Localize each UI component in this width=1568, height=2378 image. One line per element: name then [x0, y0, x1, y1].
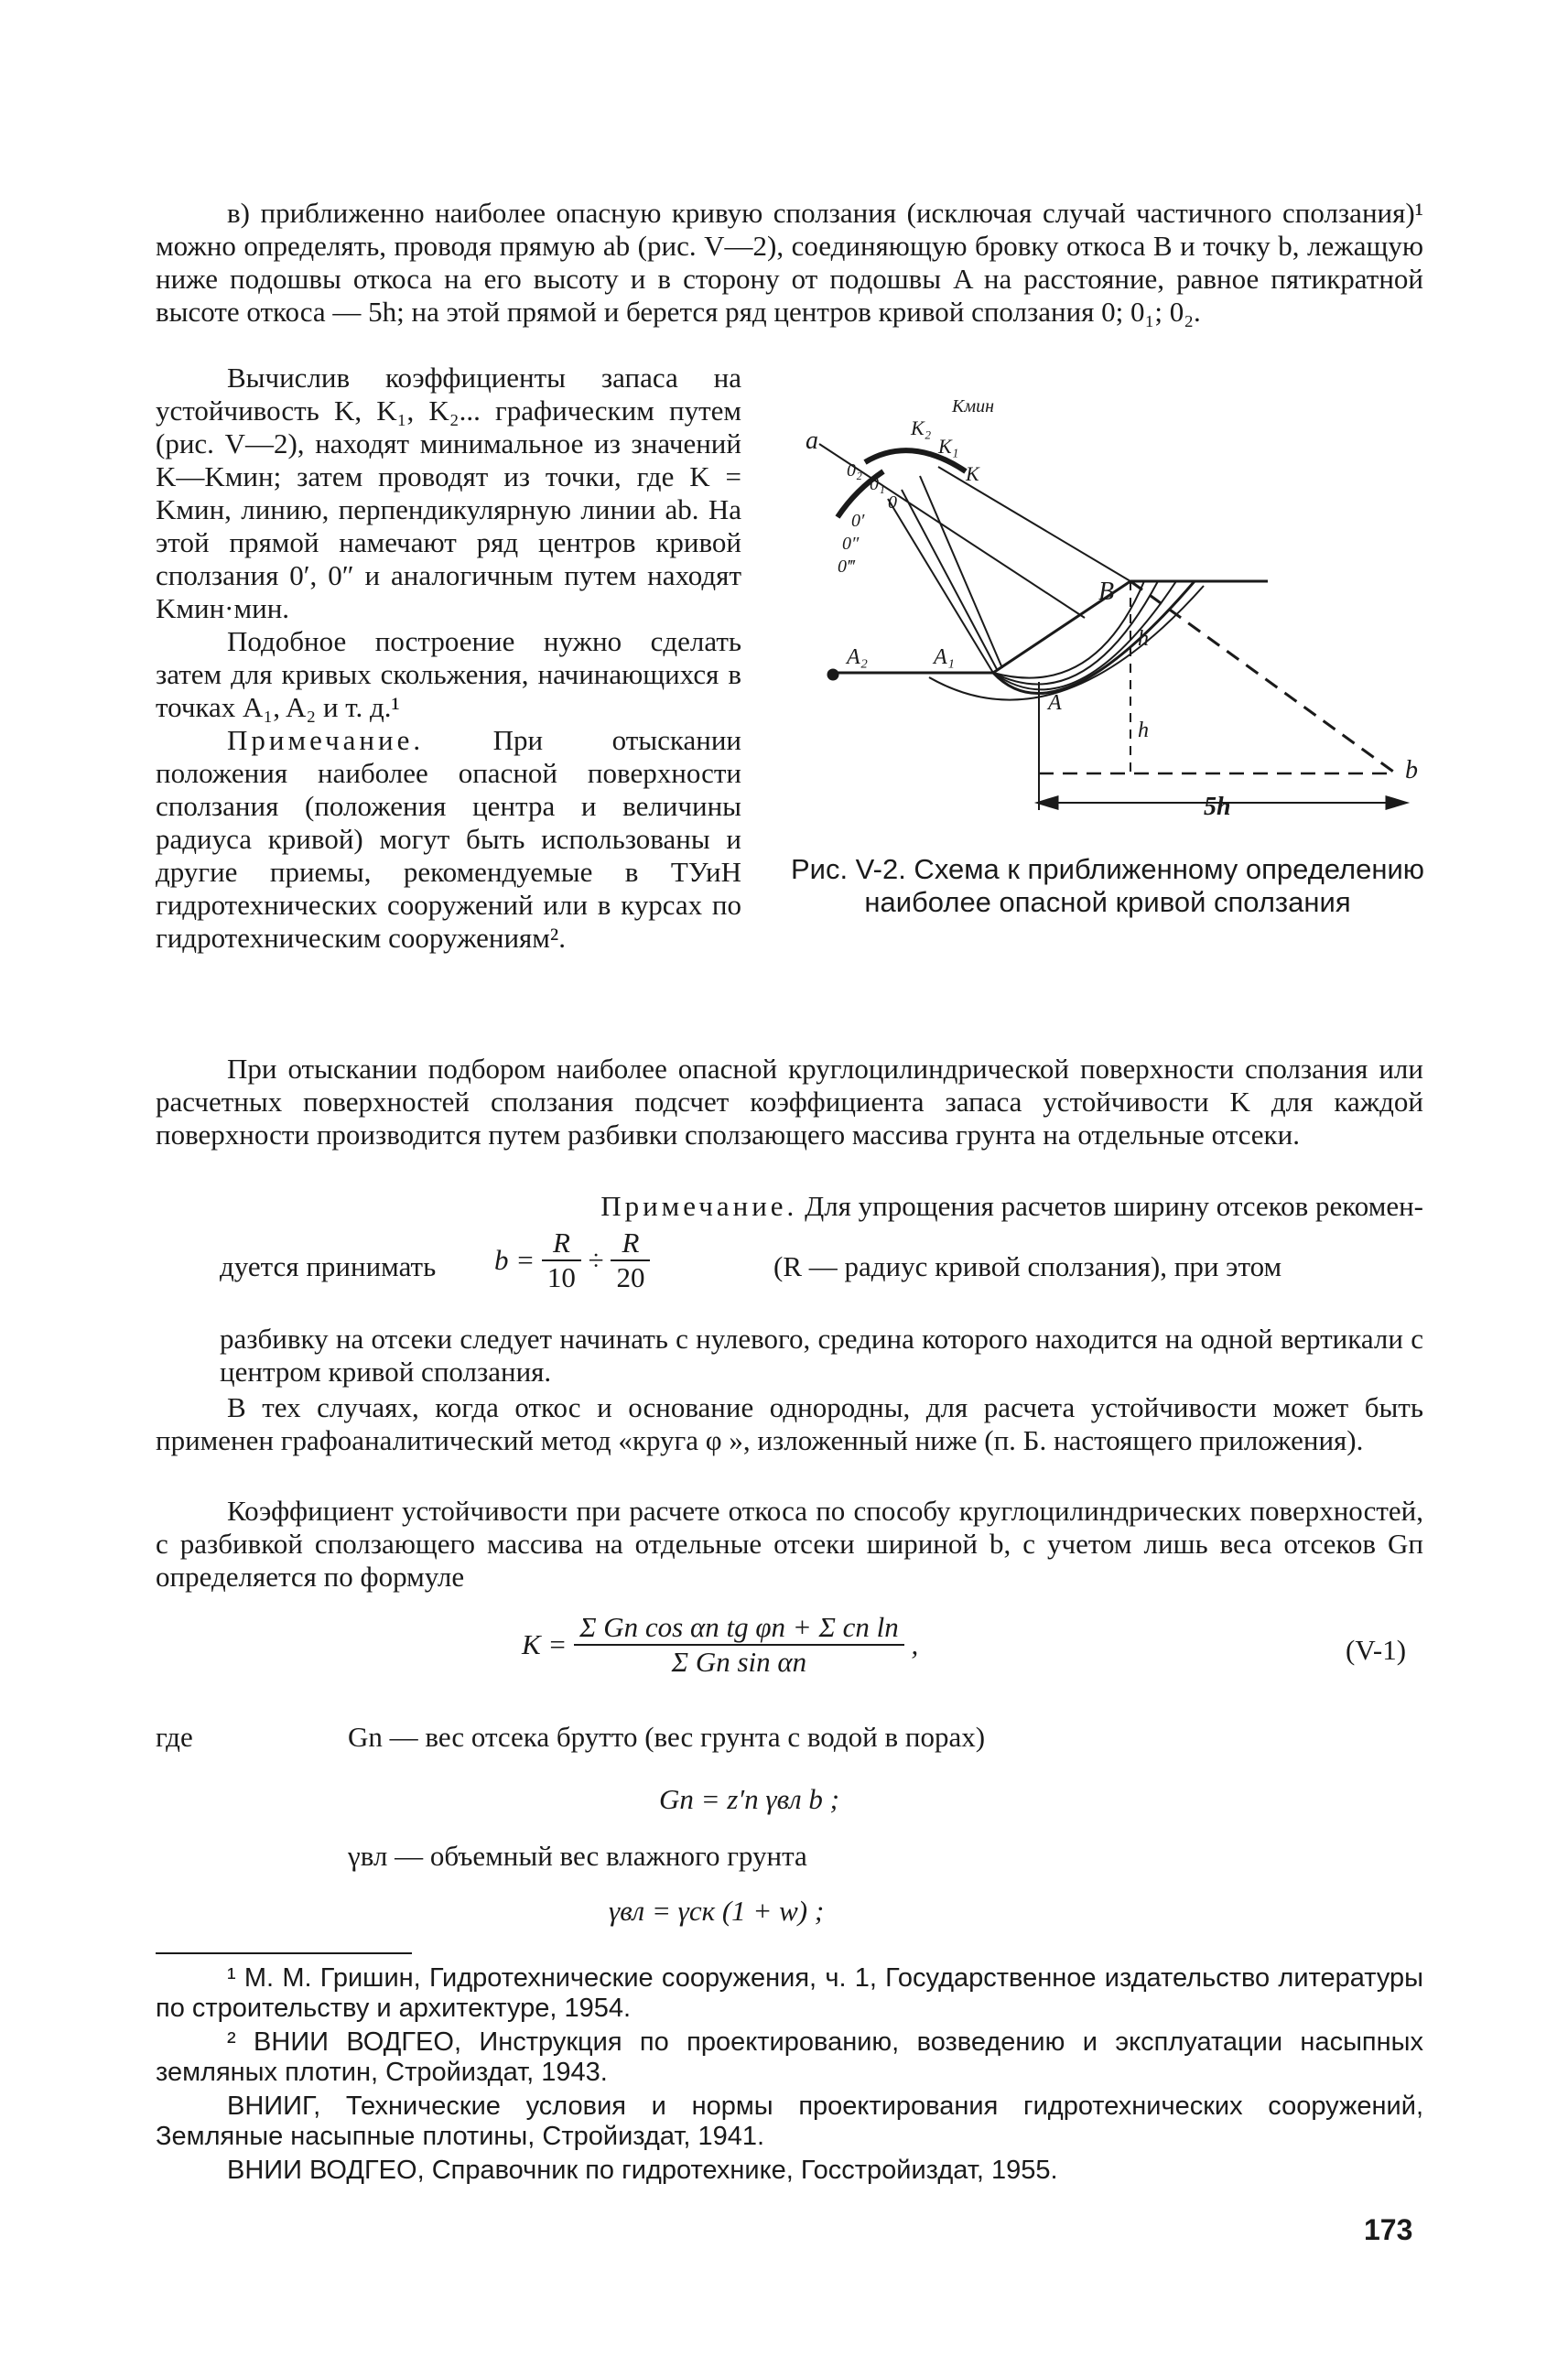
paragraph-5: [156, 1053, 1423, 1151]
slope-stability-diagram: [783, 380, 1433, 865]
paragraph-3: Подобное построение нужно сделать затем для кривых скольжения, начинающихся в точках A₁, A₂ и т. д.¹: [156, 625, 741, 723]
label-Oppp: 0‴: [838, 557, 855, 577]
note-2-pre: дуется принимать: [220, 1250, 437, 1282]
page-number: 173: [1364, 2213, 1413, 2246]
paragraph-2: Вычислив коэффициенты запаса на устойчивость K, K₁, K₂... графическим путем (рис. V—2), находят минимальное из значений K—Kмин; затем проводят из точки, где K = Kмин, линию, перпендикулярную линии ab. На этой прямой намечают ряд центров кривой сползания 0′, 0″ и аналогичным путем находят Kмин·мин.: [156, 362, 741, 624]
b-formula: b = $\frac{R}{10}$ ÷ $\frac{R}{20}$: [494, 1227, 650, 1294]
paragraph-8: [156, 1495, 1423, 1594]
equation-Gn: Gn = z′n γвл b ;: [659, 1783, 839, 1815]
note-1-text: При отыскании положения наиболее опасной поверхности сползания (положения центра и величины радиуса кривой) могут быть использованы и другие приемы, рекомендуемые в ТУиН гидротехнических сооружений или в курсах по гидротехническим сооружениям².: [156, 724, 742, 954]
equation-number: (V-1): [1346, 1634, 1407, 1666]
figure-caption: Рис. V-2. Схема к приближенному определению наиболее опасной кривой сползания: [790, 853, 1425, 918]
label-b: b: [1405, 756, 1418, 784]
equation-gamma: γвл = γск (1 + w) ;: [609, 1895, 825, 1927]
paragraph-5-text: При отыскании подбором наиболее опасной круглоцилиндрической поверхности сползания или расчетных поверхностей сползания подсчет коэффициента запаса устойчивости K для каждой поверхности производится путем разбивки сползающего массива грунта на отдельные отсеки.: [156, 1053, 1423, 1151]
label-h2: h: [1138, 719, 1149, 742]
paragraph-7: [156, 1391, 1423, 1457]
formula-v1: K = $\frac{\text{Σ Gn cos αn tg φn + Σ cn ln}}{\text{Σ Gn sin αn}}$ ,: [522, 1611, 919, 1678]
slip-curve-A1: [929, 586, 1204, 700]
definition-gamma: γвл — объемный вес влажного грунта: [348, 1840, 807, 1872]
footnote-3: ВНИИГ, Технические условия и нормы проектирования гидротехнических сооружений, Земляные насыпные плотины, Стройиздат, 1941.: [156, 2092, 1423, 2151]
footnote-1: ¹ М. М. Гришин, Гидротехнические сооружения, ч. 1, Государственное издательство литературы по строительству и архитектуре, 1954.: [156, 1963, 1423, 2023]
where-label: где: [156, 1721, 193, 1753]
label-O1: 0₁: [870, 474, 885, 494]
note-2-cont: [220, 1323, 1423, 1389]
paragraph-1-text: в) приближенно наиболее опасную кривую сползания (исключая случай частичного сползания)¹ можно определять, проводя прямую ab (рис. V—2), соединяющую бровку откоса B и точку b, лежащую ниже подошвы откоса на его высоту и в сторону от подошвы A на расстояние, равное пятикратной высоте откоса — 5h; на этой прямой и берется ряд центров кривой сползания 0; 0₁; 0₂.: [156, 197, 1423, 328]
label-K: K: [966, 462, 979, 485]
note-2-cont-text: разбивку на отсеки следует начинать с нулевого, средина которого находится на одной вертикали с центром кривой сползания.: [220, 1323, 1423, 1388]
label-A2: A₂: [847, 645, 869, 669]
paragraph-7-text: В тех случаях, когда откос и основание однородны, для расчета устойчивости может быть применен графоаналитический метод «круга φ », изложенный ниже (п. Б. настоящего приложения).: [156, 1391, 1423, 1456]
label-a: a: [806, 427, 818, 455]
footnote-rule: [156, 1952, 412, 1954]
note-2-formula-line: [220, 1227, 1423, 1309]
definition-Gn: Gn — вес отсека брутто (вес грунта с водой в порах): [348, 1721, 986, 1753]
label-5h: 5h: [1204, 793, 1231, 821]
footnote-2: ² ВНИИ ВОДГЕО, Инструкция по проектированию, возведению и эксплуатации насыпных земляных плотин, Стройиздат, 1943.: [156, 2027, 1423, 2087]
left-column: [156, 362, 741, 955]
label-B: B: [1098, 578, 1115, 606]
label-Kmin: Kмин: [952, 396, 995, 416]
note-1-label: Примечание.: [227, 724, 425, 756]
label-A1: A₁: [934, 645, 956, 669]
note-2-post: (R — радиус кривой сползания), при этом: [773, 1250, 1282, 1282]
label-K1: K₁: [938, 435, 959, 458]
label-O2: 0₂: [847, 460, 862, 481]
label-Opp: 0″: [842, 534, 860, 554]
note-2-text: Для упрощения расчетов ширину отсеков рекомен-: [805, 1190, 1423, 1222]
paragraph-8-text: Коэффициент устойчивости при расчете откоса по способу круглоцилиндрических поверхностей, с разбивкой сползающего массива на отдельные отсеки шириной b, с учетом лишь веса отсеков Gп определяется по формуле: [156, 1495, 1423, 1593]
note-1: [156, 724, 741, 955]
label-A: A: [1048, 691, 1062, 715]
label-K2: K₂: [911, 416, 932, 439]
note-2-line: [322, 1190, 1423, 1223]
label-O: 0: [888, 492, 897, 513]
paragraph-1: [156, 197, 1423, 329]
label-Op: 0′: [851, 511, 865, 531]
label-h1: h: [1138, 627, 1149, 651]
note-2-label: Примечание.: [600, 1190, 798, 1222]
footnote-4: ВНИИ ВОДГЕО, Справочник по гидротехнике, Госстройиздат, 1955.: [227, 2156, 1058, 2185]
